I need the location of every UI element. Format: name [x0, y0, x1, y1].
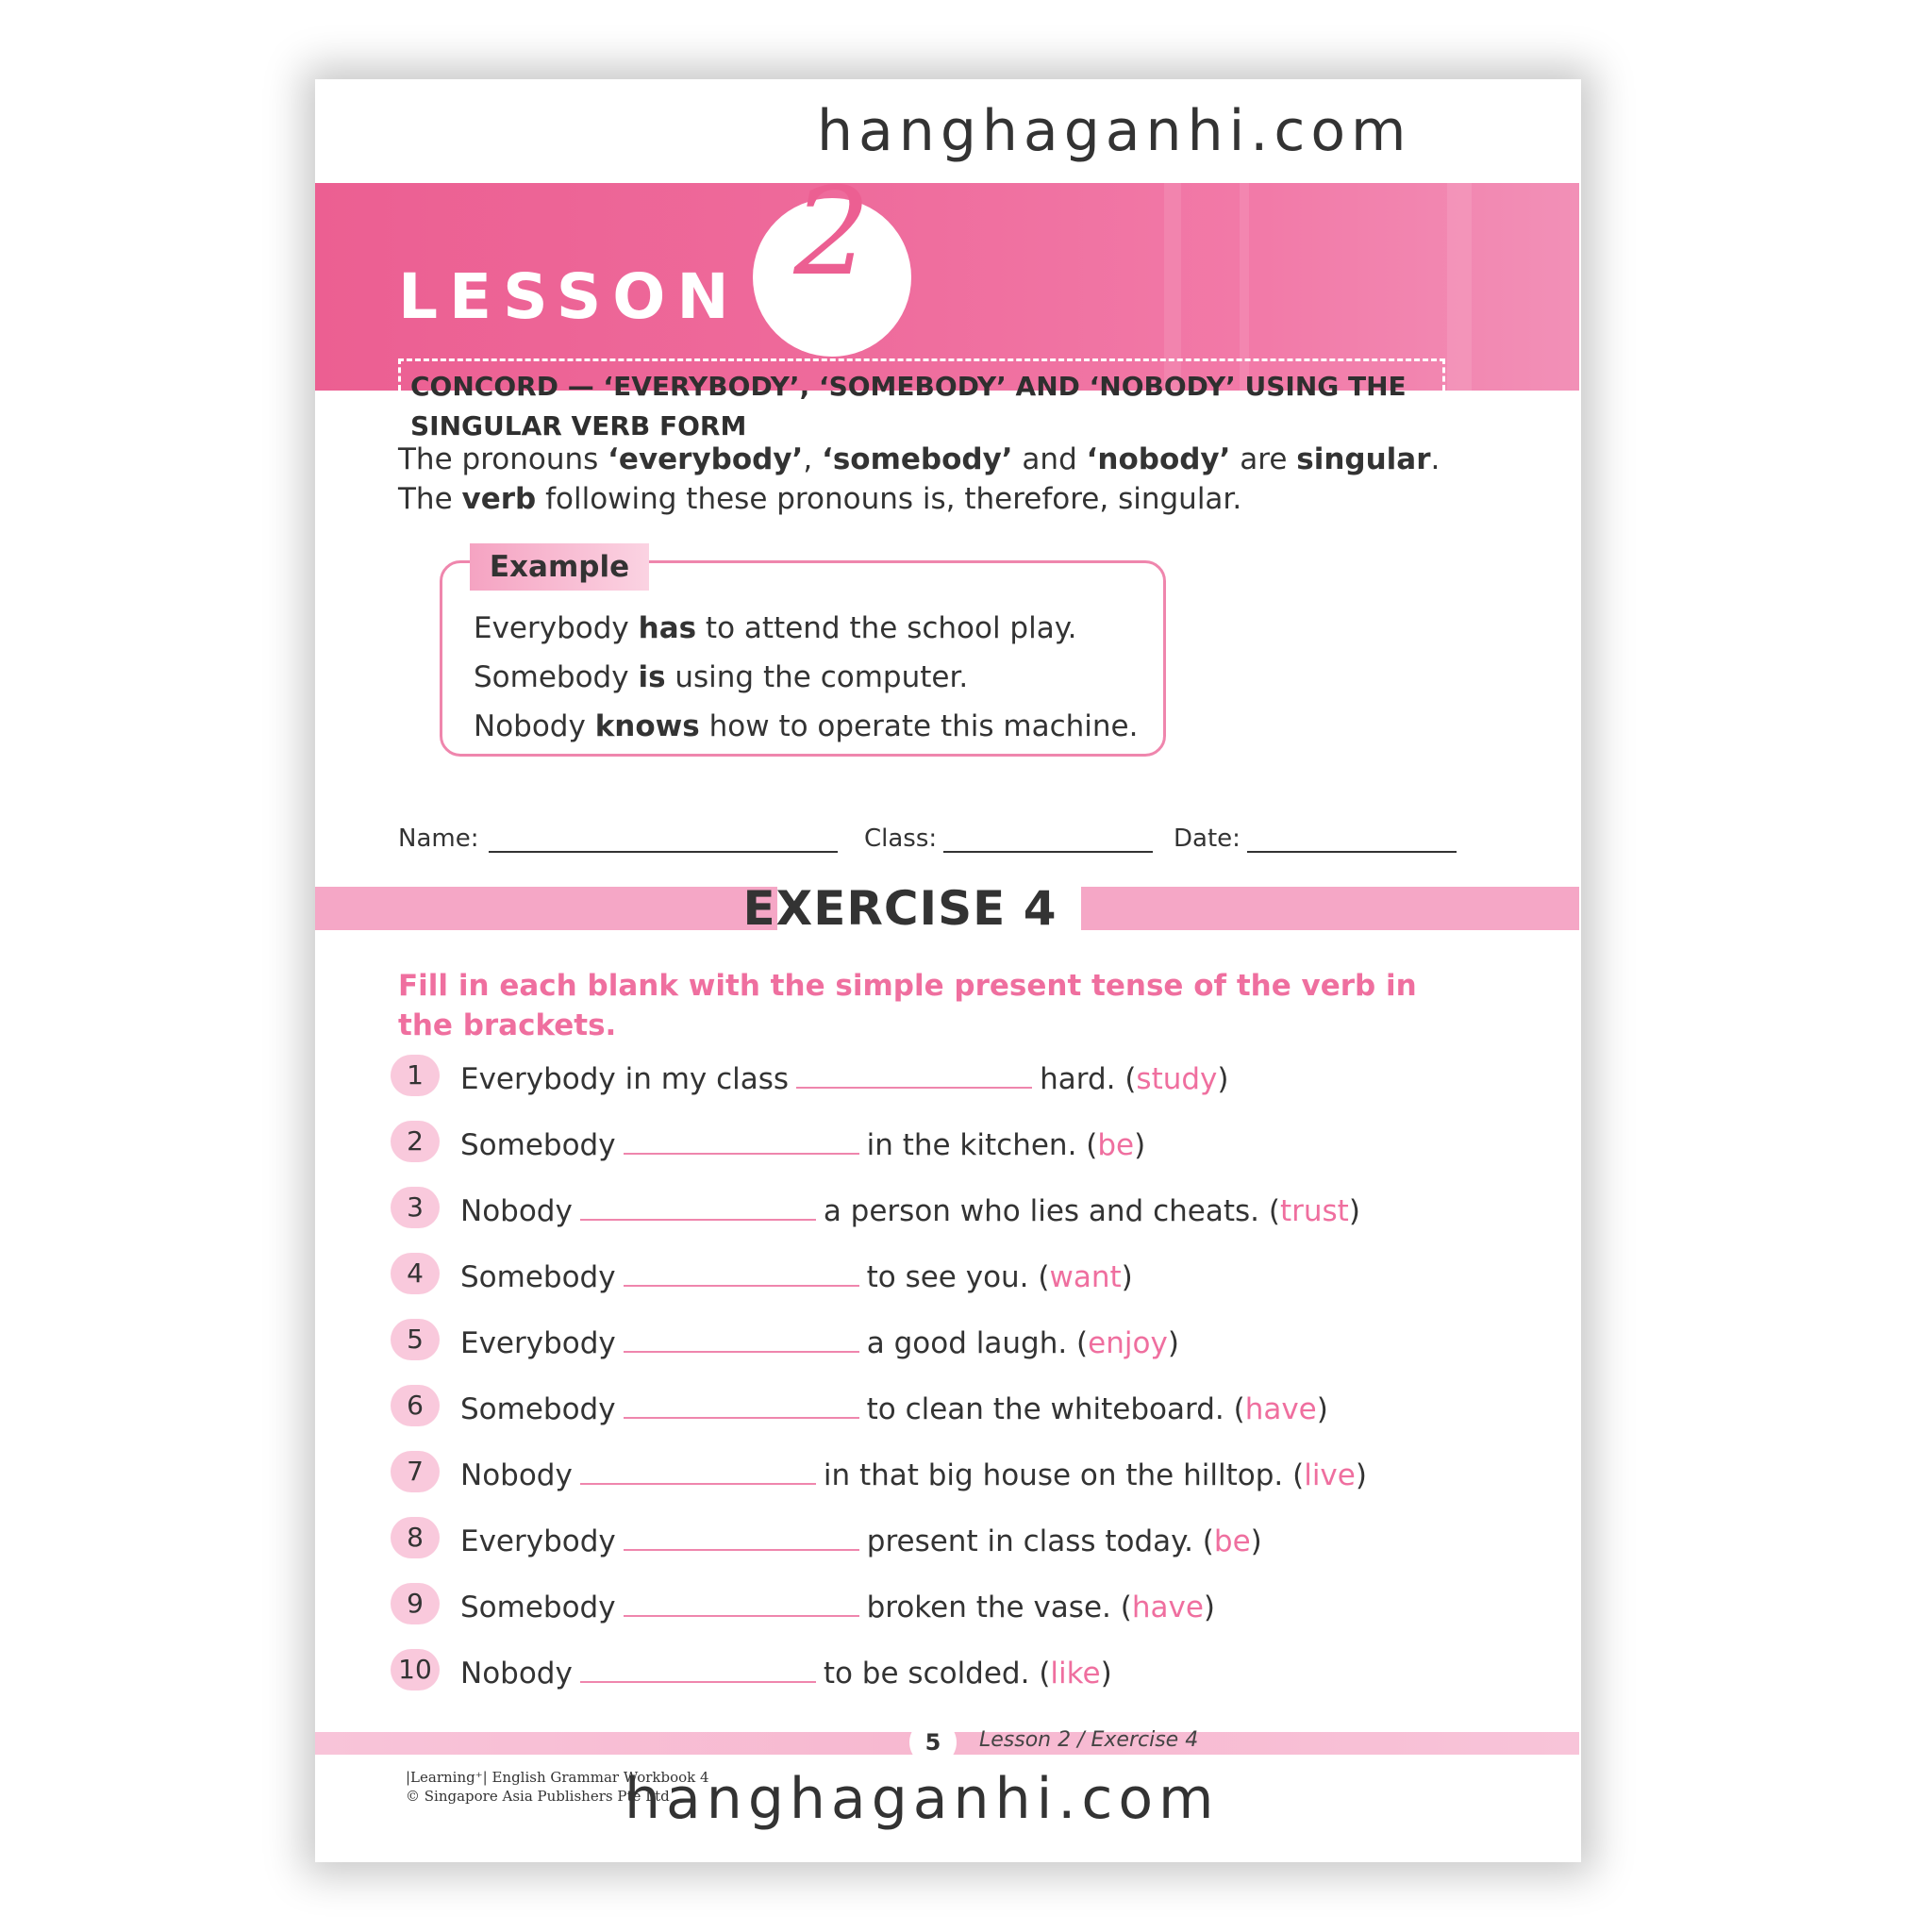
student-info-row [398, 824, 1464, 862]
intro-paragraph [398, 440, 1464, 519]
item-text: to clean the whiteboard. ( [866, 1392, 1245, 1426]
example-text: Somebody [474, 660, 639, 694]
item-text: in that big house on the hilltop. ( [823, 1458, 1305, 1492]
lesson-topic-line: SINGULAR VERB FORM [410, 410, 747, 441]
exercise-item [391, 1175, 1475, 1241]
item-subject: Somebody [460, 1591, 616, 1624]
item-subject: Everybody in my class [460, 1062, 790, 1096]
exercise-item [391, 1506, 1475, 1572]
credit-line: © Singapore Asia Publishers Pte Ltd [406, 1788, 670, 1805]
intro-bold: ‘somebody’ [822, 442, 1013, 476]
name-label: Name: [398, 824, 479, 853]
item-subject: Everybody [460, 1326, 616, 1360]
item-text: ) [1100, 1657, 1112, 1690]
item-number: 6 [391, 1385, 440, 1426]
item-number: 5 [391, 1319, 440, 1360]
example-sentence [474, 604, 1153, 653]
exercise-items [391, 1043, 1475, 1704]
intro-text: are [1230, 442, 1297, 476]
answer-blank[interactable] [624, 1587, 859, 1617]
item-number: 10 [391, 1649, 440, 1690]
item-verb: be [1097, 1128, 1135, 1162]
answer-blank[interactable] [624, 1124, 859, 1155]
item-text: ) [1134, 1128, 1146, 1162]
item-verb: have [1131, 1591, 1204, 1624]
item-text: ) [1167, 1326, 1179, 1360]
example-sentences [474, 604, 1153, 751]
date-field[interactable] [1247, 851, 1457, 853]
class-label: Class: [864, 824, 938, 853]
item-verb: want [1049, 1260, 1122, 1294]
example-text: using the computer. [665, 660, 969, 694]
item-number: 9 [391, 1583, 440, 1624]
item-text: ) [1316, 1392, 1328, 1426]
item-text: ) [1203, 1591, 1215, 1624]
intro-text: The pronouns [398, 442, 608, 476]
answer-blank[interactable] [796, 1058, 1032, 1089]
item-verb: be [1213, 1524, 1251, 1558]
lesson-banner [315, 162, 1579, 441]
item-number: 3 [391, 1187, 440, 1228]
answer-blank[interactable] [580, 1191, 816, 1221]
example-sentence [474, 702, 1153, 751]
item-text: ) [1355, 1458, 1367, 1492]
intro-bold: verb [461, 482, 537, 516]
item-verb: have [1244, 1392, 1317, 1426]
example-verb: has [638, 611, 697, 645]
answer-blank[interactable] [624, 1521, 859, 1551]
example-verb: is [638, 660, 666, 694]
item-subject: Somebody [460, 1128, 616, 1162]
answer-blank[interactable] [624, 1323, 859, 1353]
exercise-item [391, 1043, 1475, 1109]
footer-label: Lesson 2 / Exercise 4 [979, 1728, 1199, 1752]
item-text: ) [1348, 1194, 1360, 1228]
answer-blank[interactable] [624, 1389, 859, 1419]
credit-line: |Learning⁺| English Grammar Workbook 4 [406, 1769, 709, 1786]
item-subject: Somebody [460, 1260, 616, 1294]
item-number: 7 [391, 1451, 440, 1492]
item-number: 4 [391, 1253, 440, 1294]
answer-blank[interactable] [580, 1653, 816, 1683]
item-subject: Nobody [460, 1458, 573, 1492]
item-verb: trust [1279, 1194, 1349, 1228]
item-text: present in class today. ( [866, 1524, 1214, 1558]
example-verb: knows [594, 709, 700, 743]
example-text: how to operate this machine. [699, 709, 1139, 743]
intro-bold: singular [1296, 442, 1431, 476]
watermark-bottom: hanghaganhi.com [625, 1766, 1220, 1832]
item-verb: live [1304, 1458, 1356, 1492]
item-verb: study [1136, 1062, 1218, 1096]
exercise-item [391, 1440, 1475, 1506]
item-number: 2 [391, 1121, 440, 1162]
answer-blank[interactable] [580, 1455, 816, 1485]
lesson-label: LESSON [398, 260, 741, 333]
intro-bold: ‘everybody’ [608, 442, 804, 476]
item-subject: Nobody [460, 1657, 573, 1690]
item-text: a good laugh. ( [866, 1326, 1089, 1360]
item-number: 8 [391, 1517, 440, 1558]
item-text: broken the vase. ( [866, 1591, 1132, 1624]
intro-bold: ‘nobody’ [1086, 442, 1231, 476]
exercise-item [391, 1374, 1475, 1440]
exercise-title: EXERCISE 4 [742, 881, 1058, 936]
example-text: Everybody [474, 611, 639, 645]
item-text: ) [1217, 1062, 1229, 1096]
exercise-item [391, 1241, 1475, 1307]
intro-text: , [803, 442, 823, 476]
watermark-top: hanghaganhi.com [817, 98, 1412, 164]
class-field[interactable] [943, 851, 1153, 853]
item-text: to be scolded. ( [823, 1657, 1051, 1690]
lesson-topic [398, 358, 1445, 443]
item-subject: Everybody [460, 1524, 616, 1558]
banner-stripe [1447, 183, 1472, 391]
name-field[interactable] [489, 851, 838, 853]
item-number: 1 [391, 1055, 440, 1096]
lesson-number: 2 [793, 162, 871, 303]
intro-text: following these pronouns is, therefore, singular. [536, 482, 1242, 516]
intro-text: and [1012, 442, 1087, 476]
exercise-item [391, 1307, 1475, 1374]
exercise-item [391, 1638, 1475, 1704]
item-text: a person who lies and cheats. ( [823, 1194, 1280, 1228]
answer-blank[interactable] [624, 1257, 859, 1287]
item-subject: Somebody [460, 1392, 616, 1426]
lesson-topic-line: CONCORD — ‘EVERYBODY’, ‘SOMEBODY’ AND ‘NOBODY’ USING THE [410, 371, 1407, 402]
item-verb: like [1050, 1657, 1101, 1690]
intro-text: . The [398, 442, 1441, 516]
item-text: ) [1250, 1524, 1262, 1558]
item-text: ) [1121, 1260, 1133, 1294]
example-label: Example [470, 543, 649, 591]
exercise-instructions: Fill in each blank with the simple present tense of the verb in the brackets. [398, 969, 1417, 1042]
example-text: Nobody [474, 709, 595, 743]
item-verb: enjoy [1088, 1326, 1168, 1360]
example-sentence [474, 653, 1153, 702]
page-number: 5 [909, 1719, 957, 1766]
date-label: Date: [1174, 824, 1241, 853]
item-text: in the kitchen. ( [866, 1128, 1098, 1162]
exercise-item [391, 1572, 1475, 1638]
exercise-band-right [1081, 887, 1579, 930]
item-text: hard. ( [1040, 1062, 1137, 1096]
item-subject: Nobody [460, 1194, 573, 1228]
item-text: to see you. ( [866, 1260, 1050, 1294]
example-text: to attend the school play. [696, 611, 1077, 645]
workbook-page [315, 79, 1579, 1862]
exercise-item [391, 1109, 1475, 1175]
